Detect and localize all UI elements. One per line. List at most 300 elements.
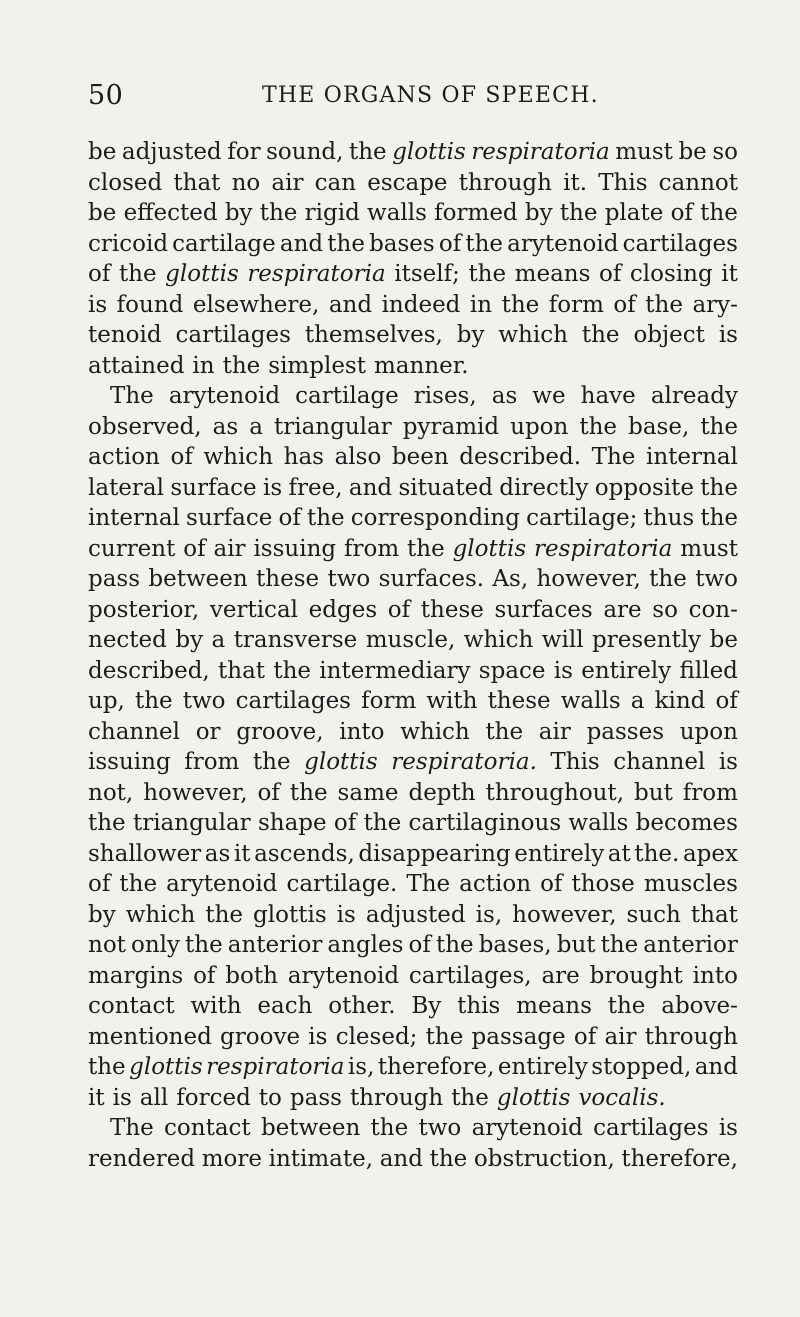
italic-word: respiratoria	[247, 261, 386, 287]
word: by	[224, 200, 253, 226]
word: This	[598, 169, 648, 196]
text-line	[88, 259, 738, 290]
word: transverse	[233, 627, 358, 653]
text-line	[88, 503, 738, 534]
word: pass	[289, 1084, 342, 1111]
word: triangular	[132, 810, 251, 836]
text-line	[88, 412, 738, 443]
word: pass	[88, 566, 141, 592]
italic-word: glottis	[496, 1084, 571, 1111]
word: issuing	[88, 749, 171, 775]
word: of	[333, 810, 357, 836]
word: those	[571, 871, 635, 897]
word: be	[88, 200, 117, 226]
text-line	[88, 351, 738, 382]
text-line	[88, 1144, 738, 1175]
word: described.	[459, 444, 582, 470]
word: we	[532, 383, 566, 409]
word: air	[604, 1023, 637, 1050]
italic-word: glottis	[165, 261, 239, 287]
word: the	[134, 688, 173, 714]
word: form	[548, 291, 604, 318]
word: upon	[679, 718, 738, 745]
word: filled	[679, 657, 738, 684]
word: cartilages	[235, 688, 351, 714]
word: itself;	[394, 261, 460, 287]
word: with	[190, 993, 242, 1019]
word: arytenoid	[168, 383, 281, 409]
word: the	[700, 474, 738, 501]
word: groove,	[236, 718, 324, 745]
word: air	[271, 169, 304, 196]
word: anterior	[227, 932, 323, 958]
word: and	[348, 474, 393, 501]
word: of	[278, 505, 301, 531]
text-line	[88, 168, 738, 199]
text-line	[88, 137, 738, 168]
word: the	[645, 291, 683, 318]
word: shallower	[88, 840, 202, 867]
word: are	[603, 596, 642, 623]
word: arytenoid	[507, 230, 619, 257]
word: a	[211, 627, 226, 653]
italic-word: glottis	[129, 1054, 203, 1080]
word: the	[119, 871, 158, 897]
word: that	[173, 169, 221, 196]
word: as	[491, 383, 518, 409]
word: two	[327, 566, 371, 592]
word: but	[634, 779, 673, 806]
word: is	[88, 291, 108, 318]
word: cartilage	[295, 383, 399, 409]
word: the	[118, 261, 157, 287]
text-line	[88, 869, 738, 900]
word: only	[130, 932, 180, 958]
word: rendered	[88, 1145, 196, 1172]
word: entirely	[514, 840, 605, 867]
word: con-	[688, 596, 738, 623]
word: surfaces	[494, 596, 593, 623]
word: have	[580, 383, 636, 409]
word: therefore,	[377, 1054, 495, 1080]
word: the	[88, 1054, 126, 1080]
text-line	[88, 442, 738, 473]
word: it.	[563, 169, 588, 196]
word: base,	[628, 413, 690, 440]
text-line	[88, 930, 738, 961]
word: that	[690, 901, 738, 928]
word: clesed;	[335, 1023, 418, 1050]
text-line	[88, 229, 738, 260]
word: apex	[682, 840, 738, 867]
word: cartilages	[622, 230, 738, 257]
word: will	[541, 627, 584, 653]
word: current	[88, 535, 176, 562]
text-line	[88, 656, 738, 687]
word: bases	[369, 230, 435, 257]
running-head-title: THE ORGANS OF SPEECH.	[262, 83, 599, 108]
word: cartilage;	[526, 505, 638, 531]
word: contact	[164, 1115, 251, 1141]
body-text	[88, 137, 738, 1174]
word: anterior	[643, 932, 738, 958]
word: of	[715, 688, 738, 714]
word: are	[541, 962, 580, 989]
word: edges	[308, 596, 378, 623]
word: in	[469, 291, 493, 318]
word: cartilaginous	[408, 810, 562, 836]
word: triangular	[274, 413, 392, 440]
word: the	[700, 505, 738, 531]
word: however,	[536, 566, 641, 592]
word: more	[201, 1145, 262, 1172]
word: the	[425, 1023, 464, 1050]
word: lateral	[88, 474, 164, 501]
word: glottis	[253, 901, 327, 928]
word: the	[559, 200, 598, 226]
word: By	[411, 993, 442, 1019]
word: through	[458, 169, 552, 196]
word: in	[192, 352, 215, 379]
word: the	[465, 230, 504, 257]
word: which	[125, 901, 196, 928]
word: object	[633, 322, 705, 348]
word: cartilage.	[286, 871, 398, 897]
word: these	[256, 566, 320, 592]
text-line	[88, 290, 738, 321]
word: walls	[568, 810, 629, 836]
word: between	[148, 566, 248, 592]
word: be	[709, 627, 738, 653]
word: escape	[367, 169, 448, 196]
word: of	[183, 535, 206, 562]
word: these	[487, 688, 551, 714]
word: the.	[634, 840, 680, 867]
word: is	[112, 1084, 132, 1111]
word: described,	[88, 657, 210, 684]
word: the	[185, 932, 223, 958]
word: channel	[613, 749, 706, 775]
word: a	[249, 413, 263, 440]
word: simplest	[268, 352, 366, 379]
word: attained	[88, 352, 185, 379]
word: intimate,	[268, 1145, 374, 1172]
word: adjusted	[365, 901, 466, 928]
text-line	[88, 1052, 738, 1083]
word: with	[426, 688, 478, 714]
word: air	[213, 535, 246, 562]
word: which	[498, 322, 568, 348]
word: means	[516, 993, 592, 1019]
word: corresponding	[350, 505, 520, 531]
word: the	[579, 413, 618, 440]
word: the	[259, 200, 298, 226]
text-line	[88, 564, 738, 595]
word: must	[615, 139, 673, 165]
word: mentioned	[88, 1023, 212, 1050]
word: elsewhere,	[192, 291, 320, 318]
word: however,	[512, 901, 617, 928]
word: internal	[646, 444, 738, 470]
word: disappearing	[358, 840, 511, 867]
word: of	[598, 261, 622, 287]
word: brought	[589, 962, 683, 989]
word: from	[184, 749, 240, 775]
word: by	[88, 901, 116, 928]
word: each	[257, 993, 313, 1019]
word: nected	[88, 627, 167, 653]
word: This	[550, 749, 600, 775]
word: indeed	[381, 291, 461, 318]
text-line	[88, 1083, 738, 1114]
word: situated	[398, 474, 493, 501]
word: is,	[475, 901, 503, 928]
word: therefore,	[621, 1145, 738, 1172]
word: is	[718, 1115, 738, 1141]
word: angles	[327, 932, 404, 958]
word: and	[379, 1145, 423, 1172]
word: is	[336, 901, 356, 928]
word: muscle,	[365, 627, 456, 653]
word: issuing	[253, 535, 337, 562]
word: is	[718, 749, 738, 775]
word: the	[435, 932, 474, 958]
word: of	[408, 932, 431, 958]
word: and	[694, 1054, 738, 1080]
word: through	[644, 1023, 738, 1050]
word: and	[279, 230, 324, 257]
word: has	[283, 444, 324, 470]
word: is	[308, 1023, 328, 1050]
word: through	[349, 1084, 444, 1111]
word: The	[110, 383, 154, 409]
word: the	[348, 139, 387, 165]
word: of	[540, 871, 563, 897]
word: closing	[629, 261, 713, 287]
word: presently	[592, 627, 702, 653]
word: which	[400, 718, 470, 745]
word: thus	[643, 505, 695, 531]
word: opposite	[594, 474, 694, 501]
word: be	[678, 139, 707, 165]
word: cannot	[658, 169, 738, 196]
word: been	[391, 444, 449, 470]
word: channel	[88, 718, 180, 745]
word: into	[339, 718, 385, 745]
word: of	[613, 291, 636, 318]
word: so	[712, 139, 738, 165]
italic-word: respiratoria	[206, 1054, 345, 1080]
word: the	[700, 413, 738, 440]
word: other.	[328, 993, 396, 1019]
text-line	[88, 1022, 738, 1053]
word: but	[556, 932, 596, 958]
word: the	[273, 657, 311, 684]
word: action	[459, 871, 532, 897]
word: the	[607, 993, 646, 1019]
word: the	[700, 200, 738, 226]
word: passage	[471, 1023, 566, 1050]
word: intermediary	[319, 657, 471, 684]
text-line	[88, 534, 738, 565]
word: of	[193, 962, 216, 989]
word: the	[429, 1145, 468, 1172]
word: margins	[88, 962, 184, 989]
word: the	[252, 749, 291, 775]
word: of	[670, 200, 693, 226]
word: also	[334, 444, 382, 470]
word: it	[721, 261, 738, 287]
word: free,	[288, 474, 343, 501]
word: at	[607, 840, 631, 867]
text-line	[88, 961, 738, 992]
word: the	[88, 810, 126, 836]
word: rigid	[304, 200, 360, 226]
word: means	[514, 261, 591, 287]
word: which	[203, 444, 274, 470]
word: and	[328, 291, 373, 318]
text-line	[88, 595, 738, 626]
italic-word: glottis	[452, 535, 527, 562]
text-line	[88, 625, 738, 656]
word: arytenoid	[287, 962, 400, 989]
word: not	[88, 932, 126, 958]
word: cricoid	[88, 230, 169, 257]
word: The	[591, 444, 636, 470]
word: cartilages,	[408, 962, 532, 989]
word: however,	[143, 779, 248, 806]
word: two	[695, 566, 738, 592]
word: kind	[654, 688, 706, 714]
text-line	[88, 808, 738, 839]
word: air	[538, 718, 571, 745]
word: bases,	[478, 932, 552, 958]
word: by	[175, 627, 204, 653]
word: cartilages	[175, 322, 291, 348]
word: arytenoid	[166, 871, 278, 897]
word: the	[600, 932, 639, 958]
word: or	[195, 718, 221, 745]
word: depth	[408, 779, 476, 806]
word: no	[231, 169, 261, 196]
word: so	[652, 596, 678, 623]
word: The	[110, 1115, 154, 1141]
word: of	[573, 1023, 597, 1050]
word: action	[88, 444, 160, 470]
word: vertical	[209, 596, 299, 623]
word: be	[88, 139, 117, 165]
word: walls	[560, 688, 621, 714]
word: for	[227, 139, 261, 165]
word: surface	[186, 505, 273, 531]
word: formed	[434, 200, 518, 226]
word: the	[222, 352, 261, 379]
word: internal	[88, 505, 180, 531]
word: is	[718, 322, 738, 348]
word: As,	[492, 566, 529, 592]
word: of	[88, 871, 111, 897]
word: it	[233, 840, 251, 867]
word: pyramid	[402, 413, 500, 440]
word: the	[370, 1115, 409, 1141]
word: up,	[88, 688, 125, 714]
text-line	[88, 473, 738, 504]
word: rises,	[413, 383, 477, 409]
italic-word: respiratoria	[534, 535, 673, 562]
italic-word: glottis	[304, 749, 378, 775]
text-line	[88, 839, 738, 870]
word: adjusted	[121, 139, 222, 165]
word: upon	[510, 413, 569, 440]
word: from	[343, 535, 400, 562]
word: plate	[604, 200, 664, 226]
word: the	[205, 901, 244, 928]
word: which	[463, 627, 534, 653]
word: between	[260, 1115, 361, 1141]
word: both	[225, 962, 278, 989]
word: all	[139, 1084, 169, 1111]
word: contact	[88, 993, 175, 1019]
word: by	[456, 322, 485, 348]
word: posterior,	[88, 596, 200, 623]
word: as	[204, 840, 231, 867]
word: not,	[88, 779, 134, 806]
word: of	[438, 230, 462, 257]
word: the	[649, 566, 687, 592]
word: above-	[661, 993, 738, 1019]
word: the	[363, 810, 402, 836]
word: shape	[257, 810, 327, 836]
word: that	[218, 657, 266, 684]
word: from	[682, 779, 738, 806]
text-line	[88, 381, 738, 412]
running-head	[80, 80, 720, 114]
word: tenoid	[88, 322, 162, 348]
word: throughout,	[485, 779, 625, 806]
word: the	[407, 535, 445, 562]
word: by	[524, 200, 553, 226]
word: a	[630, 688, 645, 714]
word: ascends,	[254, 840, 355, 867]
word: directly	[499, 474, 589, 501]
word: manner.	[373, 352, 469, 379]
text-line	[88, 1113, 738, 1144]
page-number: 50	[88, 80, 124, 111]
word: obstruction,	[473, 1145, 615, 1172]
word: already	[650, 383, 738, 409]
word: can	[314, 169, 357, 196]
word: form	[361, 688, 417, 714]
word: into	[692, 962, 738, 989]
word: such	[626, 901, 681, 928]
text-line	[88, 198, 738, 229]
word: themselves,	[304, 322, 443, 348]
word: becomes	[635, 810, 738, 836]
word: entirely	[581, 657, 672, 684]
word: these	[420, 596, 484, 623]
word: The	[406, 871, 451, 897]
text-line	[88, 320, 738, 351]
word: the	[289, 779, 328, 806]
word: the	[468, 261, 507, 287]
word: forced	[176, 1084, 251, 1111]
word: of	[387, 596, 411, 623]
word: two	[418, 1115, 462, 1141]
word: entirely	[497, 1054, 588, 1080]
word: of	[88, 261, 111, 287]
word: the	[451, 1084, 489, 1111]
italic-word: vocalis.	[578, 1084, 666, 1111]
